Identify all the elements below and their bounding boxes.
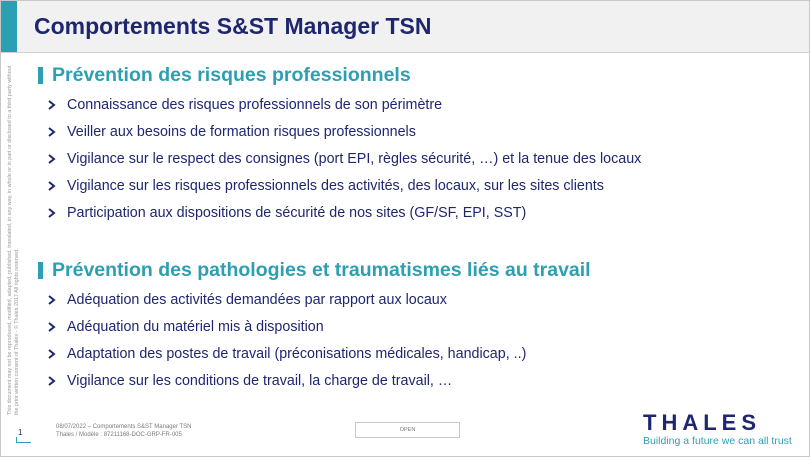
list-item xyxy=(48,286,591,313)
section-heading xyxy=(38,259,591,282)
page-corner-mark xyxy=(16,437,31,443)
footer-model-ref: Thales / Modèle : 87211168-DOC-GRP-FR-005 xyxy=(56,431,182,438)
list-item xyxy=(48,313,591,340)
list-item-text: Vigilance sur les risques professionnels des activités, des locaux, sur les sites clients xyxy=(67,177,604,194)
section-risques xyxy=(38,64,641,226)
chevron-right-icon xyxy=(48,154,56,164)
logo-wordmark: THALES xyxy=(643,410,761,435)
logo-tagline: Building a future we can all trust xyxy=(643,435,792,447)
chevron-right-icon xyxy=(48,295,56,305)
legal-notice: This document may not be reproduced, modified, adapted, published, translated, in any way, in whole or in part or disclosed to a third party without the prior written consent of Thales - © Thales 2017 All rights reserved. xyxy=(7,65,20,415)
section-marker xyxy=(38,262,43,279)
thales-logo xyxy=(643,410,792,447)
section-marker xyxy=(38,67,43,84)
page-number: 1 xyxy=(18,428,23,437)
bullet-list xyxy=(38,286,591,394)
classification-badge: OPEN xyxy=(355,422,460,438)
chevron-right-icon xyxy=(48,100,56,110)
section-title: Prévention des pathologies et traumatismes liés au travail xyxy=(52,259,591,281)
list-item xyxy=(48,172,641,199)
list-item xyxy=(48,340,591,367)
list-item-text: Vigilance sur les conditions de travail, la charge de travail, … xyxy=(67,372,453,389)
list-item-text: Participation aux dispositions de sécurité de nos sites (GF/SF, EPI, SST) xyxy=(67,204,527,221)
chevron-right-icon xyxy=(48,322,56,332)
bullet-list xyxy=(38,91,641,226)
slide-title: Comportements S&ST Manager TSN xyxy=(34,13,432,39)
list-item xyxy=(48,118,641,145)
list-item-text: Veiller aux besoins de formation risques professionnels xyxy=(67,123,416,140)
list-item xyxy=(48,91,641,118)
list-item-text: Connaissance des risques professionnels de son périmètre xyxy=(67,96,443,113)
list-item xyxy=(48,367,591,394)
section-pathologies xyxy=(38,259,591,394)
list-item xyxy=(48,145,641,172)
chevron-right-icon xyxy=(48,376,56,386)
title-accent xyxy=(1,1,17,52)
list-item-text: Vigilance sur le respect des consignes (port EPI, règles sécurité, …) et la tenue des locaux xyxy=(67,150,642,167)
chevron-right-icon xyxy=(48,349,56,359)
chevron-right-icon xyxy=(48,127,56,137)
chevron-right-icon xyxy=(48,181,56,191)
list-item xyxy=(48,199,641,226)
list-item-text: Adéquation du matériel mis à disposition xyxy=(67,318,324,335)
footer-info xyxy=(56,424,192,439)
footer-date-title: 08/07/2022 – Comportements S&ST Manager TSN xyxy=(56,424,192,430)
list-item-text: Adéquation des activités demandées par rapport aux locaux xyxy=(67,291,447,308)
list-item-text: Adaptation des postes de travail (préconisations médicales, handicap, ..) xyxy=(67,345,527,362)
chevron-right-icon xyxy=(48,208,56,218)
section-heading xyxy=(38,64,641,87)
title-bar xyxy=(1,1,809,53)
section-title: Prévention des risques professionnels xyxy=(52,64,411,86)
